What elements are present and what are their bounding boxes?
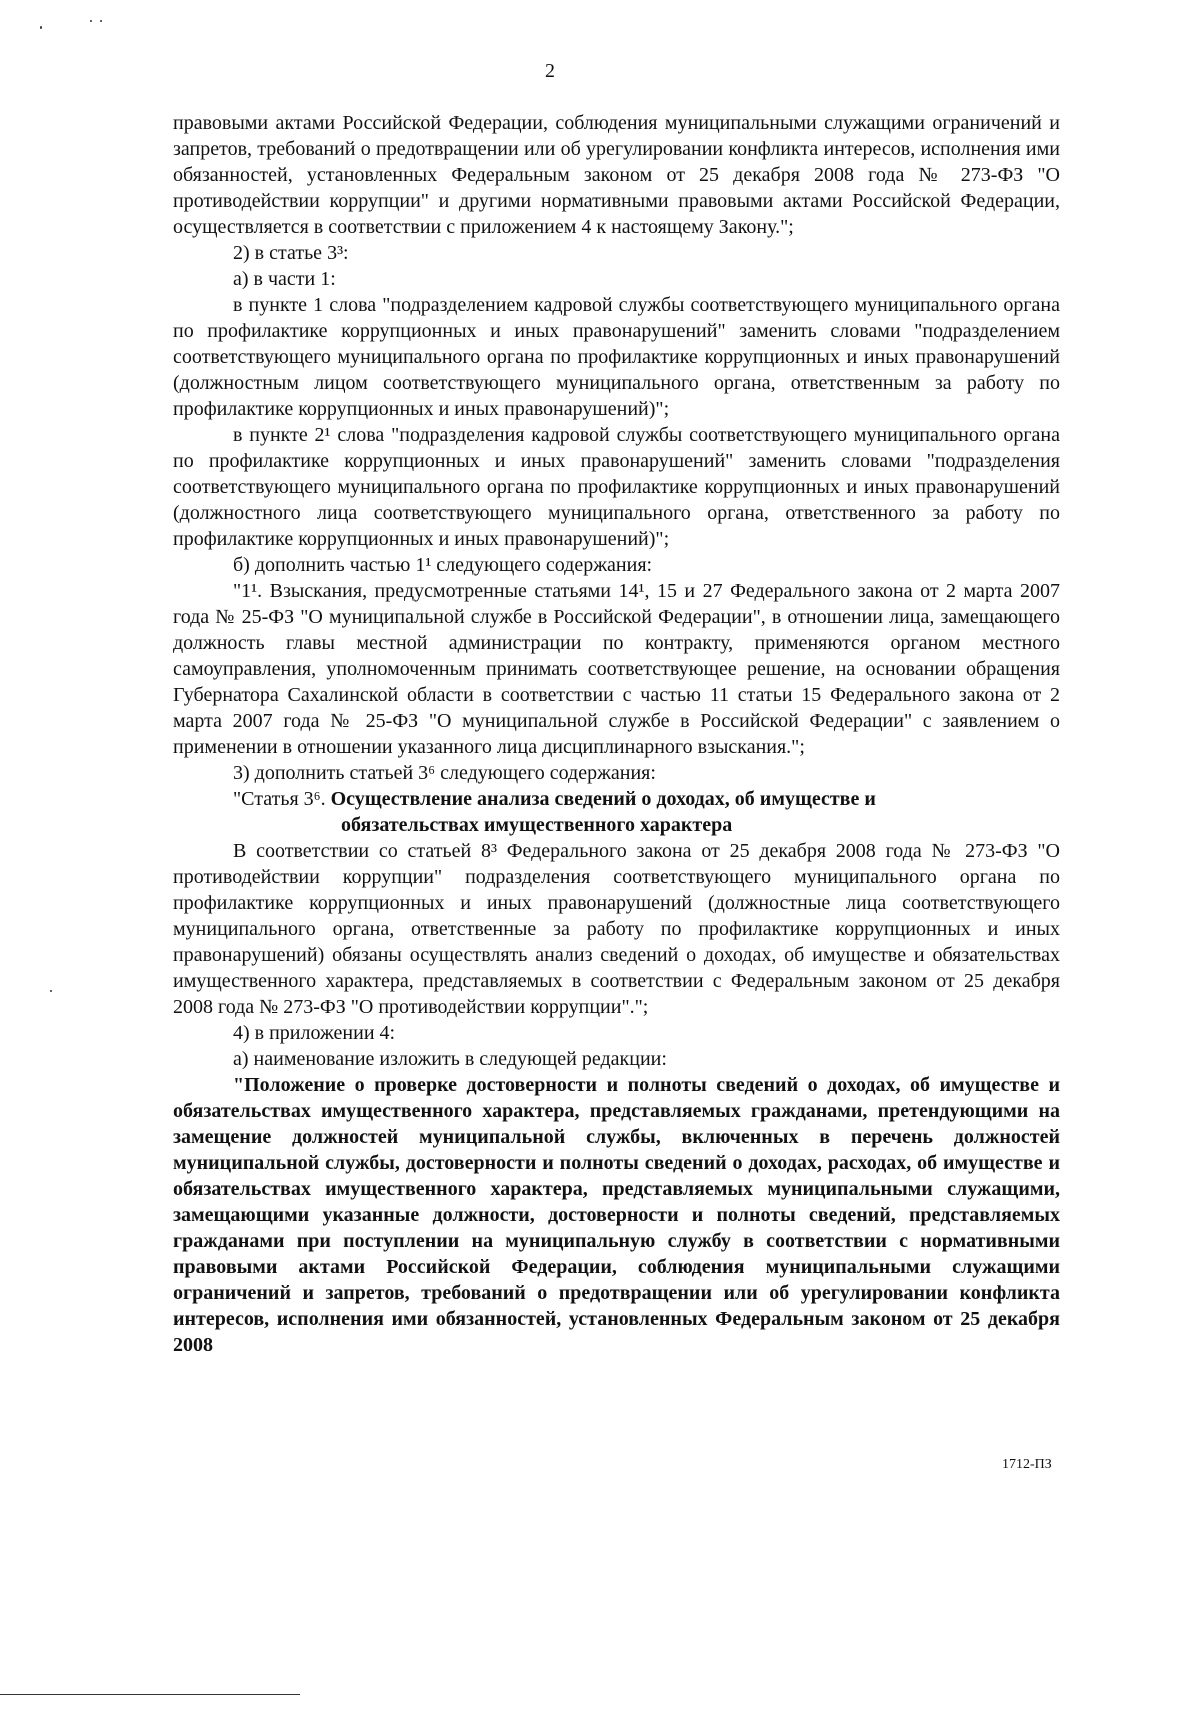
article-heading-prefix: "Статья 3⁶. xyxy=(233,788,331,810)
paragraph: а) в части 1: xyxy=(233,268,336,290)
paragraph: в пункте 1 слова "подразделением кадровой службы соответствующего муниципального органа по профилактике коррупционных и иных правонарушений" заменить словами "подразделением соответствующего муниципального органа по профилактике коррупционных и иных правонарушений (должностным лицом соответствующего муниципального органа, ответственным за работу по профилактике коррупционных и иных правонарушений)"; xyxy=(173,294,1060,420)
paragraph: правовыми актами Российской Федерации, соблюдения муниципальными служащими ограничений и запретов, требований о предотвращении или об урегулировании конфликта интересов, исполнения ими обязанностей, установленных Федеральным законом от 25 декабря 2008 года № 273-ФЗ "О противодействии коррупции" и другими нормативными правовыми актами Российской Федерации, осуществляется в соответствии с приложением 4 к настоящему Закону."; xyxy=(173,112,1060,238)
document-body xyxy=(173,110,1060,1358)
paragraph: В соответствии со статьей 8³ Федерального закона от 25 декабря 2008 года № 273-ФЗ "О противодействии коррупции" подразделения соответствующего муниципального органа по профилактике коррупционных и иных правонарушений (должностные лица соответствующего муниципального органа, ответственные за работу по профилактике коррупционных и иных правонарушений) обязаны осуществлять анализ сведений о доходах, об имуществе и обязательствах имущественного характера, представляемых в соответствии с Федеральным законом от 25 декабря 2008 года № 273-ФЗ "О противодействии коррупции"."; xyxy=(173,840,1060,1018)
paragraph: в пункте 2¹ слова "подразделения кадровой службы соответствующего муниципального органа по профилактике коррупционных и иных правонарушений" заменить словами "подразделения соответствующего муниципального органа по профилактике коррупционных и иных правонарушений (должностного лица соответствующего муниципального органа, ответственного за работу по профилактике коррупционных и иных правонарушений)"; xyxy=(173,424,1060,550)
paragraph: б) дополнить частью 1¹ следующего содержания: xyxy=(233,554,653,576)
article-heading-title-line1: Осуществление анализа сведений о доходах, об имуществе и xyxy=(330,788,876,810)
paragraph: а) наименование изложить в следующей редакции: xyxy=(233,1048,667,1070)
paragraph: 3) дополнить статьей 3⁶ следующего содержания: xyxy=(233,762,656,784)
scan-speck xyxy=(90,20,92,22)
scan-speck xyxy=(100,20,102,22)
paragraph: 4) в приложении 4: xyxy=(233,1022,396,1044)
bold-title-text: "Положение о проверке достоверности и полноты сведений о доходах, об имуществе и обязательствах имущественного характера, представляемых гражданами, претендующими на замещение должностей муниципальной службы, включенных в перечень должностей муниципальной службы, достоверности и полноты сведений о доходах, расходах, об имуществе и обязательствах имущественного характера, представляемых муниципальными служащими, замещающими указанные должности, достоверности и полноты сведений, представляемых гражданами при поступлении на муниципальную службу в соответствии с нормативными правовыми актами Российской Федерации, соблюдения муниципальными служащими ограничений и запретов, требований о предотвращении или об урегулировании конфликта интересов, исполнения ими обязанностей, установленных Федеральным законом от 25 декабря 2008 xyxy=(173,1074,1060,1356)
article-heading xyxy=(173,786,1060,812)
article-heading-continued xyxy=(173,812,1060,838)
document-code: 1712-ПЗ xyxy=(1002,1457,1052,1472)
article-heading-title-line2: обязательствах имущественного характера xyxy=(341,814,733,836)
paragraph: "1¹. Взыскания, предусмотренные статьями 14¹, 15 и 27 Федерального закона от 2 марта 2007 года № 25-ФЗ "О муниципальной службе в Российской Федерации", в отношении лица, замещающего должность главы местной администрации по контракту, применяются органом местного самоуправления, уполномоченным принимать соответствующее решение, на основании обращения Губернатора Сахалинской области в соответствии с частью 11 статьи 15 Федерального закона от 2 марта 2007 года № 25-ФЗ "О муниципальной службе в Российской Федерации" с заявлением о применении в отношении указанного лица дисциплинарного взыскания."; xyxy=(173,580,1060,758)
scan-speck xyxy=(50,990,52,992)
page-number: 2 xyxy=(545,60,555,82)
bold-title-paragraph xyxy=(173,1072,1060,1358)
scan-speck xyxy=(40,26,42,29)
scan-line xyxy=(0,1694,300,1695)
paragraph: 2) в статье 3³: xyxy=(233,242,349,264)
